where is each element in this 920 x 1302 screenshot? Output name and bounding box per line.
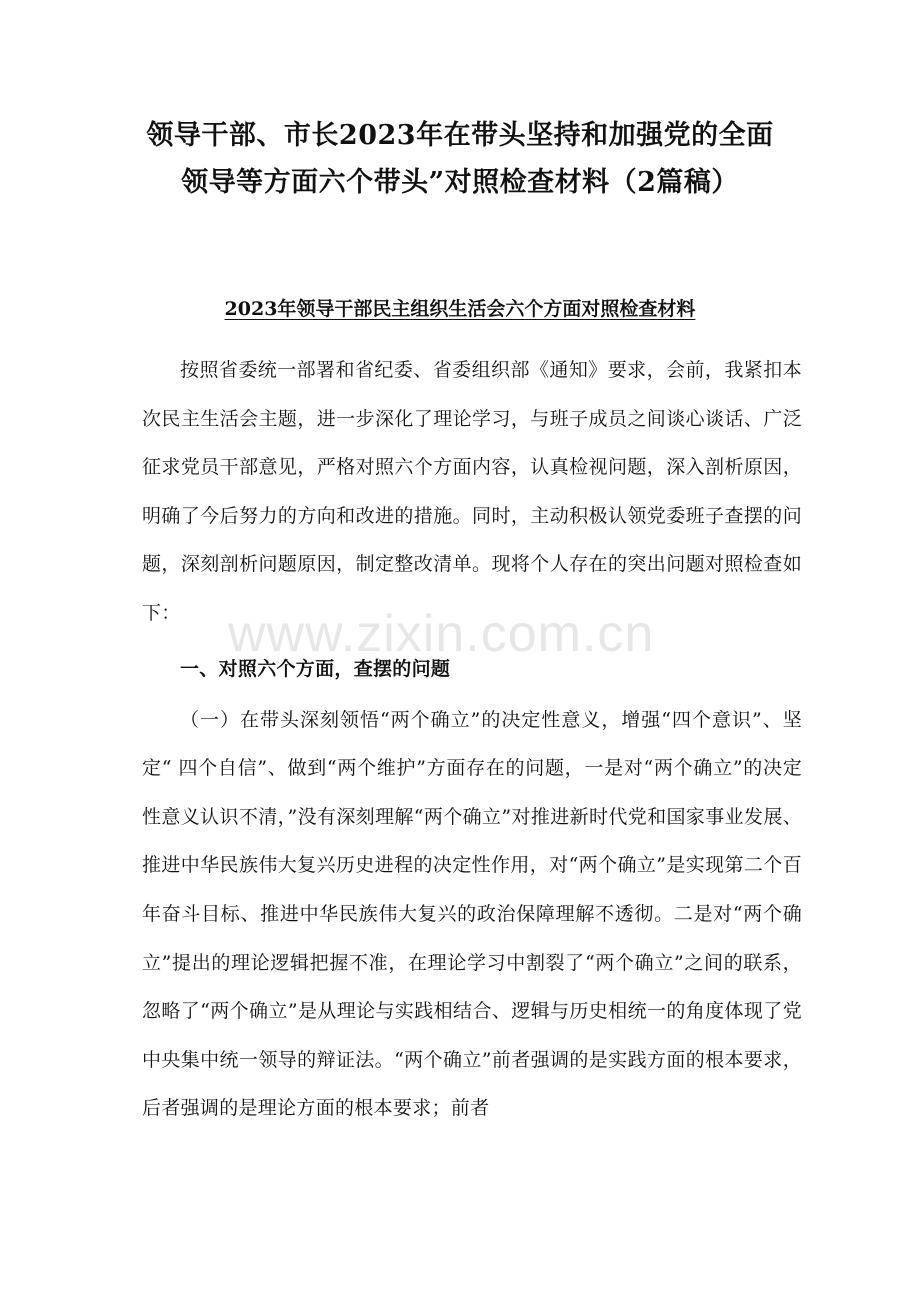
document-body <box>142 346 802 1133</box>
title-line-1: 领导干部、市长2023年在带头坚持和加强党的全面 <box>146 120 774 151</box>
title-line-2: 领导等方面六个带头”对照检查材料（2篇稿） <box>181 167 739 198</box>
paragraph-one: （一）在带头深刻领悟“两个确立”的决定性意义，增强“四个意识”、坚定“ 四个自信”、做到“两个维护”方面存在的问题，一是对“两个确立”的决定性意义认识不清，”没有深刻理解“两个确立”对推进新时代党和国家事业发展、推进中华民族伟大复兴历史进程的决定性作用，对“两个确立”是实现第二个百年奋斗目标、推进中华民族伟大复兴的政治保障理解不透彻。二是对“两个确立”提出的理论逻辑把握不准，在理论学习中割裂了“两个确立”之间的联系，忽略了“两个确立”是从理论与实践相结合、逻辑与历史相统一的角度体现了党中央集中统一领导的辩证法。“两个确立”前者强调的是实践方面的根本要求，后者强调的是理论方面的根本要求；前者 <box>142 708 802 1120</box>
document-subtitle <box>60 294 860 324</box>
subtitle-text: 2023年领导干部民主组织生活会六个方面对照检查材料 <box>224 298 696 320</box>
document-title <box>60 112 860 206</box>
section-heading: 一、对照六个方面，查摆的问题 <box>180 657 451 680</box>
paragraph-intro: 按照省委统一部署和省纪委、省委组织部《通知》要求，会前，我紧扣本次民主生活会主题，进一步深化了理论学习，与班子成员之间谈心谈话、广泛征求党员干部意见，严格对照六个方面内容，认真检视问题，深入剖析原因，明确了今后努力的方向和改进的措施。同时，主动积极认领党委班子查摆的问题，深刻剖析问题原因，制定整改清单。现将个人存在的突出问题对照检查如下： <box>142 359 802 624</box>
watermark-text: www.zixin.com.cn <box>228 605 655 663</box>
